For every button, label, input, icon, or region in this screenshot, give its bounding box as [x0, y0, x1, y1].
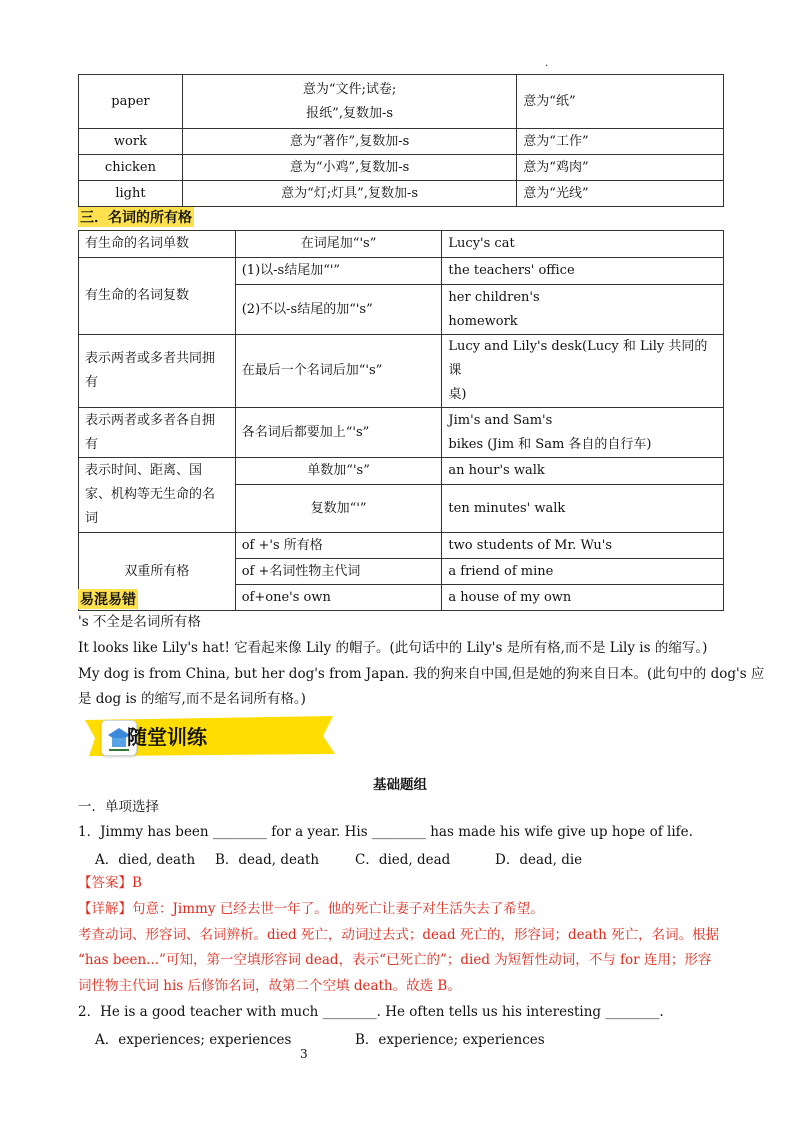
meaning-cell: 意为“纸” [517, 75, 724, 129]
group-title: 基础题组 [373, 777, 427, 793]
method-cell: of+one's own [235, 585, 442, 611]
possessive-table [78, 230, 724, 611]
section-title: 三．名词的所有格 [78, 207, 194, 227]
explanation-line: 词性物主代词 his 后修饰名词，故第二个空填 death。故选 B。 [78, 978, 461, 994]
method-cell: (1)以-s结尾加“'” [235, 258, 442, 285]
word-cell: paper [79, 75, 183, 129]
method-cell: 各名词后都要加上“'s” [235, 408, 442, 458]
meaning-cell: 意为“光线” [517, 181, 724, 207]
table-row [79, 129, 724, 155]
example-cell: a house of my own [442, 585, 724, 611]
meaning-cell: 意为“灯;灯具”,复数加-s [182, 181, 516, 207]
confusion-line: It looks like Lily's hat! 它看起来像 Lily 的帽子。(此句话中的 Lily's 是所有格,而不是 Lily is 的缩写。) [78, 640, 708, 656]
rule-cell: 表示两者或多者共同拥 有 [79, 335, 236, 408]
option-a: A．experiences; experiences [95, 1032, 292, 1048]
confusion-title: 易混易错 [78, 589, 138, 609]
table-row [79, 533, 724, 559]
method-cell: 在最后一个名词后加“'s” [235, 335, 442, 408]
meaning-cell: 意为“文件;试卷; 报纸”,复数加-s [182, 75, 516, 129]
example-cell: an hour's walk [442, 458, 724, 485]
explanation-line: 考查动词、形容词、名词辨析。died 死亡，动词过去式；dead 死亡的，形容词；death 死亡，名词。根据 [78, 927, 720, 943]
example-cell: Lucy's cat [442, 231, 724, 258]
rule-cell: 有生命的名词单数 [79, 231, 236, 258]
example-cell: her children's homework [442, 285, 724, 335]
table-row [79, 458, 724, 485]
option-b: B．dead, death [215, 852, 320, 868]
method-cell: 复数加“'” [235, 485, 442, 533]
plural-meaning-table [78, 74, 724, 207]
question-1-stem: 1．Jimmy has been ________ for a year. His ________ has made his wife give up hope of life. [78, 824, 693, 840]
method-cell: 单数加“'s” [235, 458, 442, 485]
option-d: D．dead, die [495, 852, 583, 868]
method-cell: of +'s 所有格 [235, 533, 442, 559]
rule-cell: 双重所有格 [79, 533, 236, 611]
section-banner [85, 714, 335, 758]
example-cell: a friend of mine [442, 559, 724, 585]
confusion-line: 's 不全是名词所有格 [78, 614, 201, 630]
meaning-cell: 意为“鸡肉” [517, 155, 724, 181]
table-row [79, 75, 724, 129]
word-cell: light [79, 181, 183, 207]
meaning-cell: 意为“著作”,复数加-s [182, 129, 516, 155]
example-cell: ten minutes' walk [442, 485, 724, 533]
part-title: 一．单项选择 [78, 799, 159, 815]
question-2-stem: 2．He is a good teacher with much ________. He often tells us his interesting ________. [78, 1004, 664, 1020]
meaning-cell: 意为“工作” [517, 129, 724, 155]
table-row [79, 231, 724, 258]
meaning-cell: 意为“小鸡”,复数加-s [182, 155, 516, 181]
option-a: A．died, death [95, 852, 196, 868]
banner-title: 随堂训练 [127, 725, 207, 749]
table-row [79, 258, 724, 285]
method-cell: (2)不以-s结尾的加“'s” [235, 285, 442, 335]
page-number: 3 [300, 1047, 308, 1061]
explanation-line: “has been...”可知，第一空填形容词 dead，表示“已死亡的”；died 为短暂性动词，不与 for 连用；形容 [78, 952, 712, 968]
table-row [79, 155, 724, 181]
rule-cell: 表示两者或多者各自拥 有 [79, 408, 236, 458]
confusion-line: My dog is from China, but her dog's from Japan. 我的狗来自中国,但是她的狗来自日本。(此句中的 dog's 应 [78, 666, 765, 682]
example-cell: the teachers' office [442, 258, 724, 285]
table-row [79, 335, 724, 408]
method-cell: 在词尾加“'s” [235, 231, 442, 258]
rule-cell: 表示时间、距离、国 家、机构等无生命的名 词 [79, 458, 236, 533]
table-row [79, 181, 724, 207]
table-row [79, 408, 724, 458]
option-c: C．died, dead [355, 852, 451, 868]
word-cell: chicken [79, 155, 183, 181]
example-cell: two students of Mr. Wu's [442, 533, 724, 559]
top-dot: . [545, 58, 549, 69]
example-cell: Lucy and Lily's desk(Lucy 和 Lily 共同的课 桌) [442, 335, 724, 408]
explanation-line: 【详解】句意：Jimmy 已经去世一年了。他的死亡让妻子对生活失去了希望。 [78, 901, 544, 917]
method-cell: of +名词性物主代词 [235, 559, 442, 585]
option-b: B．experience; experiences [355, 1032, 545, 1048]
confusion-line: 是 dog is 的缩写,而不是名词所有格。) [78, 691, 306, 707]
word-cell: work [79, 129, 183, 155]
answer: 【答案】B [78, 875, 142, 891]
rule-cell: 有生命的名词复数 [79, 258, 236, 335]
example-cell: Jim's and Sam's bikes (Jim 和 Sam 各自的自行车) [442, 408, 724, 458]
